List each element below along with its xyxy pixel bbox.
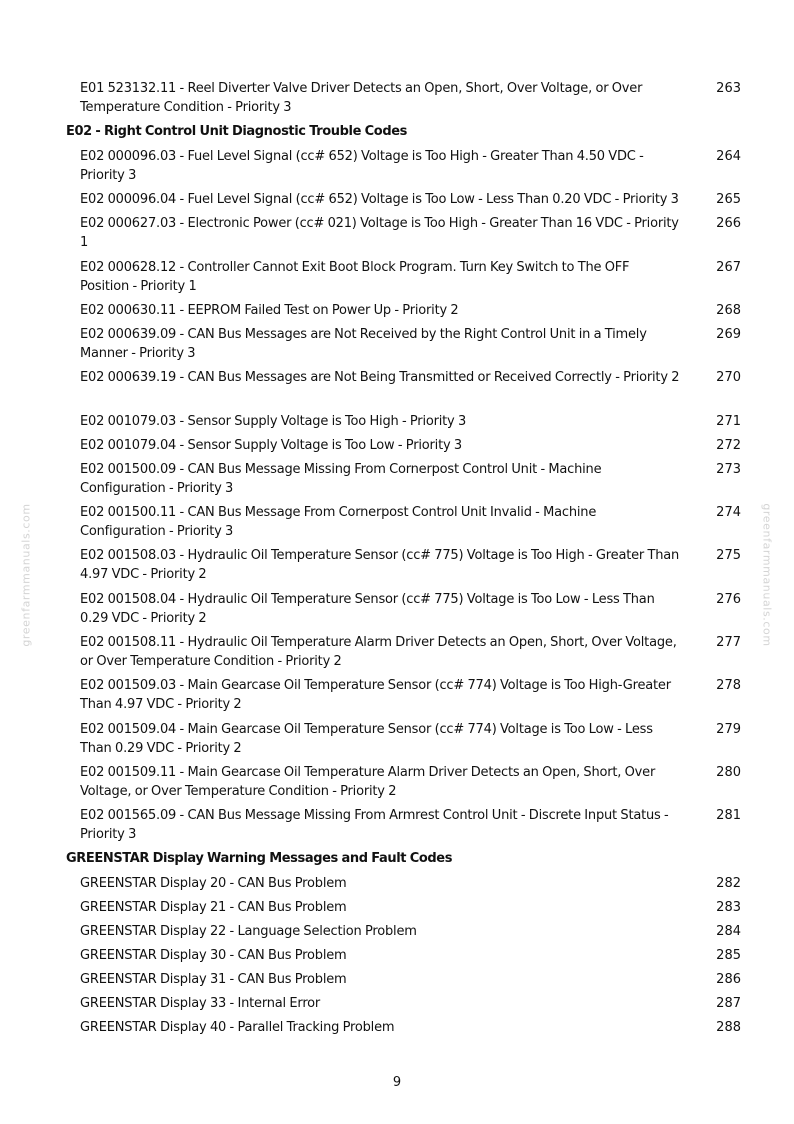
toc-entry-page: 276 xyxy=(716,592,741,607)
toc-entry-title: E02 001508.11 - Hydraulic Oil Temperature Alarm Driver Detects an Open, Short, Over Voltage, or Over Temperature Condition - Priority 2 xyxy=(80,635,677,669)
toc-entry-page: 278 xyxy=(716,678,741,693)
toc-entry-page: 272 xyxy=(716,438,741,453)
toc-entry-page: 266 xyxy=(716,216,741,231)
toc-entry-title: E02 001500.11 - CAN Bus Message From Cornerpost Control Unit Invalid - Machine Configuration - Priority 3 xyxy=(80,505,597,539)
toc-entry-page: 270 xyxy=(716,370,741,385)
toc-entry-title: E02 001509.04 - Main Gearcase Oil Temperature Sensor (cc# 774) Voltage is Too Low - Less Than 0.29 VDC - Priority 2 xyxy=(80,722,653,756)
toc-entry-page: 264 xyxy=(716,149,741,164)
page-number: 9 xyxy=(392,1075,402,1090)
watermark-right: greenfarmmanuals.com xyxy=(760,503,774,647)
toc-entry-title: GREENSTAR Display 33 - Internal Error xyxy=(80,996,321,1011)
toc-entry-page: 282 xyxy=(716,876,741,891)
toc-entry-page: 263 xyxy=(716,81,741,96)
watermark-left: greenfarmmanuals.com xyxy=(19,503,33,647)
toc-entry-page: 274 xyxy=(716,505,741,520)
toc-entry-title: E02 000639.19 - CAN Bus Messages are Not Being Transmitted or Received Correctly - Priority 2 xyxy=(80,370,680,385)
toc-entry-title: E02 001565.09 - CAN Bus Message Missing From Armrest Control Unit - Discrete Input Status - Priority 3 xyxy=(80,808,669,842)
toc-entry-page: 280 xyxy=(716,765,741,780)
section-heading[interactable]: E02 - Right Control Unit Diagnostic Trouble Codes xyxy=(66,124,407,139)
toc-entry-page: 269 xyxy=(716,327,741,342)
toc-entry-title: GREENSTAR Display 22 - Language Selection Problem xyxy=(80,924,417,939)
toc-entry-title: GREENSTAR Display 21 - CAN Bus Problem xyxy=(80,900,347,915)
toc-entry-page: 275 xyxy=(716,548,741,563)
toc-entry-page: 287 xyxy=(716,996,741,1011)
toc-entry-page: 277 xyxy=(716,635,741,650)
toc-entry-page: 285 xyxy=(716,948,741,963)
toc-entry-title: E01 523132.11 - Reel Diverter Valve Driver Detects an Open, Short, Over Voltage, or Over Temperature Condition - Priority 3 xyxy=(80,81,643,115)
toc-entry-page: 288 xyxy=(716,1020,741,1035)
toc-entry-title: E02 001509.11 - Main Gearcase Oil Temperature Alarm Driver Detects an Open, Short, Over Voltage, or Over Temperature Condition - Priority 2 xyxy=(80,765,656,799)
toc-entry-page: 281 xyxy=(716,808,741,823)
toc-entry-page: 284 xyxy=(716,924,741,939)
toc-entry-title: E02 001079.04 - Sensor Supply Voltage is Too Low - Priority 3 xyxy=(80,438,462,453)
toc-entry-title: E02 001079.03 - Sensor Supply Voltage is Too High - Priority 3 xyxy=(80,414,467,429)
toc-entry-title: GREENSTAR Display 20 - CAN Bus Problem xyxy=(80,876,347,891)
toc-entry-title: GREENSTAR Display 31 - CAN Bus Problem xyxy=(80,972,347,987)
toc-entry-page: 279 xyxy=(716,722,741,737)
toc-entry-page: 271 xyxy=(716,414,741,429)
toc-entry-title: E02 000639.09 - CAN Bus Messages are Not Received by the Right Control Unit in a Timely Manner - Priority 3 xyxy=(80,327,647,361)
toc-entry-page: 283 xyxy=(716,900,741,915)
toc-entry-title: E02 000628.12 - Controller Cannot Exit Boot Block Program. Turn Key Switch to The OFF Position - Priority 1 xyxy=(80,260,630,294)
toc-entry-title: E02 001500.09 - CAN Bus Message Missing From Cornerpost Control Unit - Machine Configuration - Priority 3 xyxy=(80,462,602,496)
toc-entry-title: E02 001509.03 - Main Gearcase Oil Temperature Sensor (cc# 774) Voltage is Too High-Greater Than 4.97 VDC - Priority 2 xyxy=(80,678,671,712)
toc-entry-title: E02 001508.04 - Hydraulic Oil Temperature Sensor (cc# 775) Voltage is Too Low - Less Than 0.29 VDC - Priority 2 xyxy=(80,592,655,626)
toc-entry-title: E02 000096.04 - Fuel Level Signal (cc# 652) Voltage is Too Low - Less Than 0.20 VDC - Priority 3 xyxy=(80,192,679,207)
toc-entry-title: GREENSTAR Display 30 - CAN Bus Problem xyxy=(80,948,347,963)
toc-entry-title: E02 000096.03 - Fuel Level Signal (cc# 652) Voltage is Too High - Greater Than 4.50 VDC - Priority 3 xyxy=(80,149,644,183)
toc-entry-title: E02 001508.03 - Hydraulic Oil Temperature Sensor (cc# 775) Voltage is Too High - Greater Than 4.97 VDC - Priority 2 xyxy=(80,548,680,582)
toc-entry-page: 265 xyxy=(716,192,741,207)
section-heading[interactable]: GREENSTAR Display Warning Messages and Fault Codes xyxy=(66,851,453,866)
toc-entry-page: 268 xyxy=(716,303,741,318)
toc-entry-page: 273 xyxy=(716,462,741,477)
toc-entry-title: GREENSTAR Display 40 - Parallel Tracking Problem xyxy=(80,1020,395,1035)
toc-entry-title: E02 000627.03 - Electronic Power (cc# 021) Voltage is Too High - Greater Than 16 VDC - Priority 1 xyxy=(80,216,679,250)
toc-entry-page: 286 xyxy=(716,972,741,987)
toc-entry-page: 267 xyxy=(716,260,741,275)
toc-entry-title: E02 000630.11 - EEPROM Failed Test on Power Up - Priority 2 xyxy=(80,303,459,318)
